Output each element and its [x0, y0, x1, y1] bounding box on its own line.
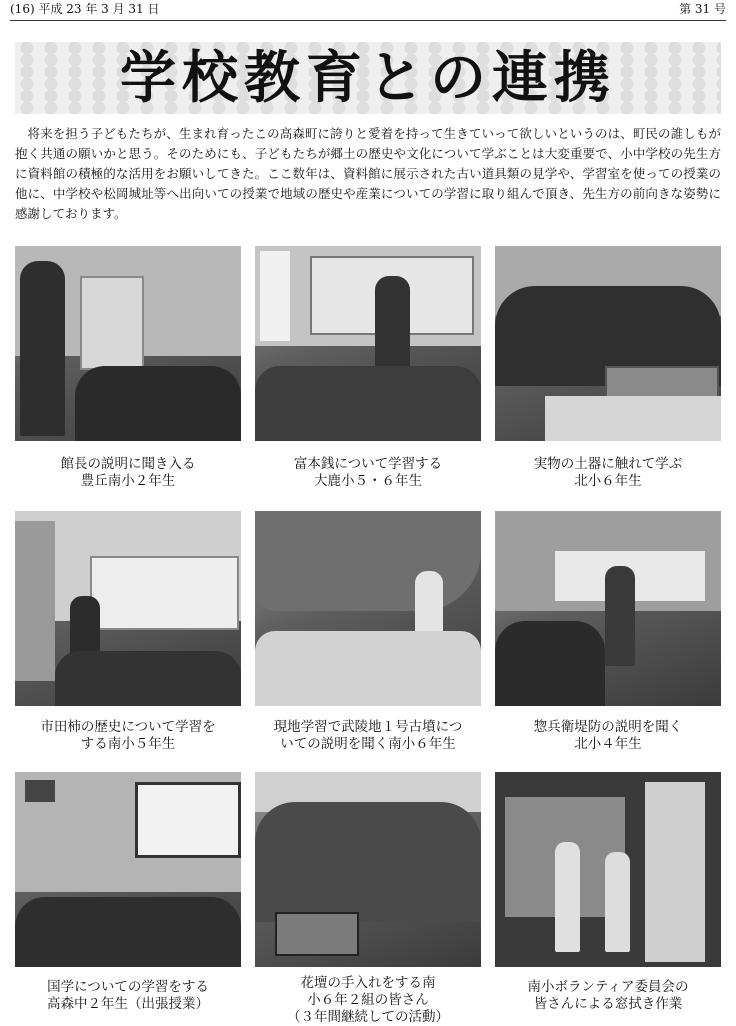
caption-3: [495, 456, 721, 490]
caption-line: いての説明を聞く南小６年生: [280, 736, 456, 752]
caption-line: 南小ボランティア委員会の: [527, 979, 689, 995]
caption-line: 館長の説明に聞き入る: [60, 456, 196, 472]
intro-paragraph: 将来を担う子どもたちが、生まれ育ったこの高森町に誇りと愛着を持って生きていって欲しいというのは、町民の誰しもが抱く共通の願いかと思う。そのためにも、子どもたちが郷土の歴史や文化について学ぶことは大変重要で、小中学校の先生方に資料館の積極的な活用をお願いしてきた。ここ数年は、資料館に展示された古い道具類の見学や、学習室を使っての授業の他に、中学校や松岡城址等へ出向いての授業で地域の歴史や産業についての学習に取り組んで頂き、先生方の前向きな姿勢に感謝しております。: [15, 126, 721, 221]
caption-line: 大鹿小５・６年生: [314, 473, 422, 489]
caption-5: [255, 719, 481, 753]
caption-line: 市田柿の歴史について学習を: [40, 719, 216, 735]
caption-line: 小６年２組の皆さん: [307, 992, 429, 1008]
page-title: 学校教育との連携: [120, 46, 616, 111]
page-header: [10, 0, 726, 21]
caption-line: （３年間継続しての活動）: [287, 1009, 449, 1025]
caption-4: [15, 719, 241, 753]
photo-2: [255, 246, 481, 441]
caption-line: 皆さんによる窓拭き作業: [533, 996, 683, 1012]
photo-8: [255, 772, 481, 967]
caption-line: 高森中２年生（出張授業）: [47, 996, 209, 1012]
photo-1: [15, 246, 241, 441]
caption-line: 国学についての学習をする: [47, 979, 209, 995]
issue-number: 第 31 号: [679, 2, 726, 16]
caption-8: [255, 975, 481, 1026]
caption-9: [495, 979, 721, 1013]
photo-6: [495, 511, 721, 706]
issue-date: (16) 平成 23 年 3 月 31 日: [10, 2, 160, 16]
caption-line: する南小５年生: [80, 736, 176, 752]
caption-line: 花壇の手入れをする南: [300, 975, 436, 991]
caption-line: 惣兵衛堤防の説明を聞く: [533, 719, 683, 735]
caption-line: 豊丘南小２年生: [80, 473, 176, 489]
photo-7: [15, 772, 241, 967]
caption-7: [15, 979, 241, 1013]
photo-5: [255, 511, 481, 706]
caption-line: 北小４年生: [574, 736, 642, 752]
photo-3: [495, 246, 721, 441]
caption-line: 富本銭について学習する: [293, 456, 443, 472]
caption-1: [15, 456, 241, 490]
caption-line: 実物の土器に触れて学ぶ: [533, 456, 683, 472]
caption-6: [495, 719, 721, 753]
caption-2: [255, 456, 481, 490]
caption-line: 北小６年生: [574, 473, 642, 489]
photo-9: [495, 772, 721, 967]
caption-line: 現地学習で武陵地１号古墳につ: [273, 719, 463, 735]
photo-4: [15, 511, 241, 706]
